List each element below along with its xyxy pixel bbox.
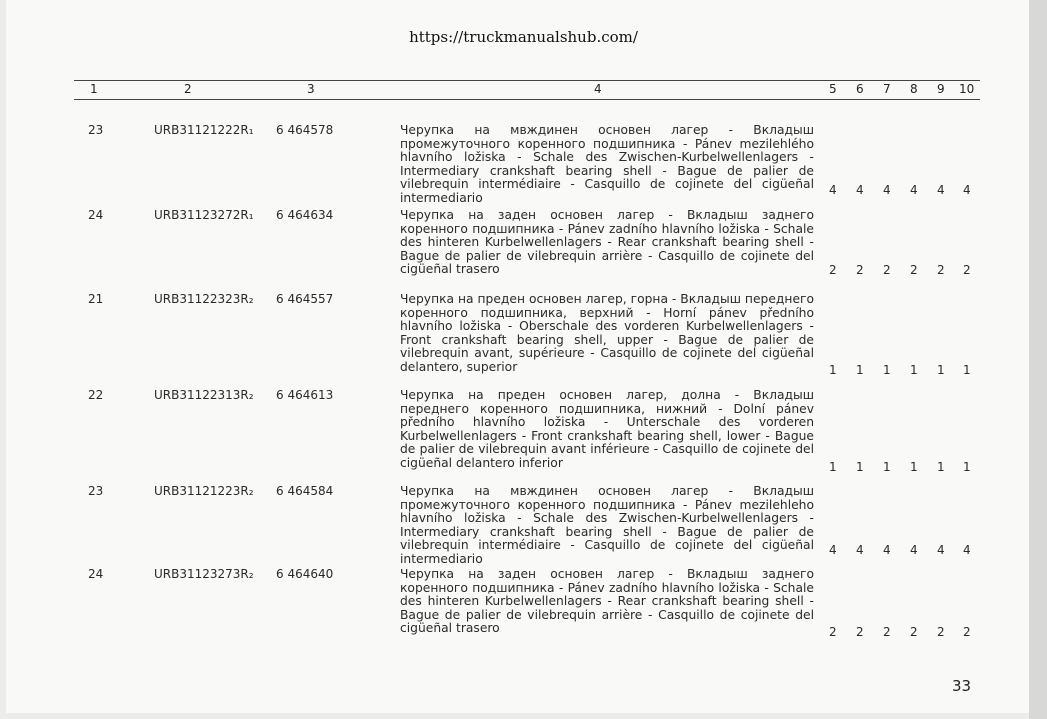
row-3-qty-5: 1 — [829, 363, 837, 377]
row-2-position: 24 — [88, 208, 104, 222]
row-6-qty-6: 2 — [856, 625, 864, 639]
header-col-1: 1 — [90, 82, 98, 96]
row-1-number: 6 464578 — [276, 123, 334, 137]
row-6-qty-8: 2 — [910, 625, 918, 639]
row-2-code: URB31123272R₁ — [154, 208, 254, 222]
row-5-qty-9: 4 — [937, 543, 945, 557]
row-5-position: 23 — [88, 484, 104, 498]
header-col-9: 9 — [937, 82, 945, 96]
row-4-position: 22 — [88, 388, 104, 402]
row-4-qty-5: 1 — [829, 460, 837, 474]
row-4-qty-6: 1 — [856, 460, 864, 474]
row-6-number: 6 464640 — [276, 567, 334, 581]
row-4-qty-7: 1 — [883, 460, 891, 474]
row-1-qty-7: 4 — [883, 183, 891, 197]
row-4-qty-8: 1 — [910, 460, 918, 474]
row-6-description: Черупка на заден основен лагер - Вкладыш заднего коренного подшипника - Pánev zadního hlavního ložiska - Schale des hinteren Kurbelwellenlagers - Rear crankshaft bearing shell - Bague de palier de vilebrequin arrière - Casquillo de cojinete del cigüeñal trasero — [400, 567, 814, 635]
header-col-7: 7 — [883, 82, 891, 96]
row-3-description: Черупка на преден основен лагер, горна - Вкладыш переднего коренного подшипника, верхний - Horní pánev předního hlavního ložiska - Oberschale des vorderen Kurbelwellenlagers - Front crankshaft bearing shell, upper - Bague de palier de vilebrequin avant, supérieure - Casquillo de cojinete del cigüeñal delantero, superior — [400, 292, 814, 374]
row-3-qty-10: 1 — [963, 363, 971, 377]
row-3-number: 6 464557 — [276, 292, 334, 306]
row-6-qty-7: 2 — [883, 625, 891, 639]
row-6-code: URB31123273R₂ — [154, 567, 254, 581]
row-5-qty-7: 4 — [883, 543, 891, 557]
row-2-qty-6: 2 — [856, 263, 864, 277]
source-url: https://truckmanualshub.com/ — [409, 28, 638, 46]
row-2-qty-10: 2 — [963, 263, 971, 277]
row-2-qty-7: 2 — [883, 263, 891, 277]
row-1-qty-10: 4 — [963, 183, 971, 197]
header-col-10: 10 — [959, 82, 975, 96]
row-2-qty-9: 2 — [937, 263, 945, 277]
page-edge-shadow — [1029, 0, 1047, 719]
row-4-description: Черупка на преден основен лагер, долна - Вкладыш переднего коренного подшипника, нижний - Dolní pánev předního hlavního ložiska - Unterschale des vorderen Kurbelwellenlagers - Front crankshaft bearing shell, lower - Bague de palier de vilebrequin avant inférieure - Casquillo de cojinete del cigüeñal delantero inferior — [400, 388, 814, 470]
row-1-qty-9: 4 — [937, 183, 945, 197]
header-rule-top — [74, 80, 980, 81]
row-5-qty-5: 4 — [829, 543, 837, 557]
row-5-qty-10: 4 — [963, 543, 971, 557]
row-3-qty-9: 1 — [937, 363, 945, 377]
page-number: 33 — [952, 677, 972, 695]
row-5-qty-6: 4 — [856, 543, 864, 557]
row-5-code: URB31121223R₂ — [154, 484, 254, 498]
row-1-position: 23 — [88, 123, 104, 137]
row-4-number: 6 464613 — [276, 388, 334, 402]
row-2-qty-8: 2 — [910, 263, 918, 277]
row-1-description: Черупка на мвждинен основен лагер - Вкладыш промежуточного коренного подшипника - Pánev mezilehlého hlavního ložiska - Schale des Zwischen-Kurbelwellenlagers - Intermediary crankshaft bearing shell - Bague de palier de vilebrequin intermédiaire - Casquillo de cojinete del cigüeñal intermediario — [400, 123, 814, 205]
row-6-qty-10: 2 — [963, 625, 971, 639]
row-5-qty-8: 4 — [910, 543, 918, 557]
row-3-qty-7: 1 — [883, 363, 891, 377]
row-2-qty-5: 2 — [829, 263, 837, 277]
row-2-number: 6 464634 — [276, 208, 334, 222]
row-4-code: URB31122313R₂ — [154, 388, 254, 402]
row-5-number: 6 464584 — [276, 484, 334, 498]
row-6-qty-5: 2 — [829, 625, 837, 639]
row-5-description: Черупка на мвждинен основен лагер - Вкладыш промежуточного коренного подшипника - Pánev mezilehleho hlavního ložiska - Schale des Zwischen-Kurbelwellenlagers - Intermediary crankshaft bearing shell - Bague de palier de vilebrequin intermédiaire - Casquillo de cojinete del cigüeñal intermediario — [400, 484, 814, 566]
row-3-position: 21 — [88, 292, 104, 306]
header-col-3: 3 — [307, 82, 315, 96]
header-rule-bottom — [74, 99, 980, 100]
row-3-qty-6: 1 — [856, 363, 864, 377]
row-1-code: URB31121222R₁ — [154, 123, 254, 137]
header-col-6: 6 — [856, 82, 864, 96]
header-col-4: 4 — [594, 82, 602, 96]
row-6-qty-9: 2 — [937, 625, 945, 639]
row-1-qty-6: 4 — [856, 183, 864, 197]
row-4-qty-10: 1 — [963, 460, 971, 474]
header-col-2: 2 — [184, 82, 192, 96]
row-6-position: 24 — [88, 567, 104, 581]
row-4-qty-9: 1 — [937, 460, 945, 474]
row-3-qty-8: 1 — [910, 363, 918, 377]
row-3-code: URB31122323R₂ — [154, 292, 254, 306]
header-col-8: 8 — [910, 82, 918, 96]
row-1-qty-5: 4 — [829, 183, 837, 197]
row-1-qty-8: 4 — [910, 183, 918, 197]
header-col-5: 5 — [829, 82, 837, 96]
row-2-description: Черупка на заден основен лагер - Вкладыш заднего коренного подшипника - Pánev zadního hlavního ložiska - Schale des hinteren Kurbelwellenlagers - Rear crankshaft bearing shell - Bague de palier de vilebrequin arrière - Casquillo de cojinete del cigüeñal trasero — [400, 208, 814, 276]
